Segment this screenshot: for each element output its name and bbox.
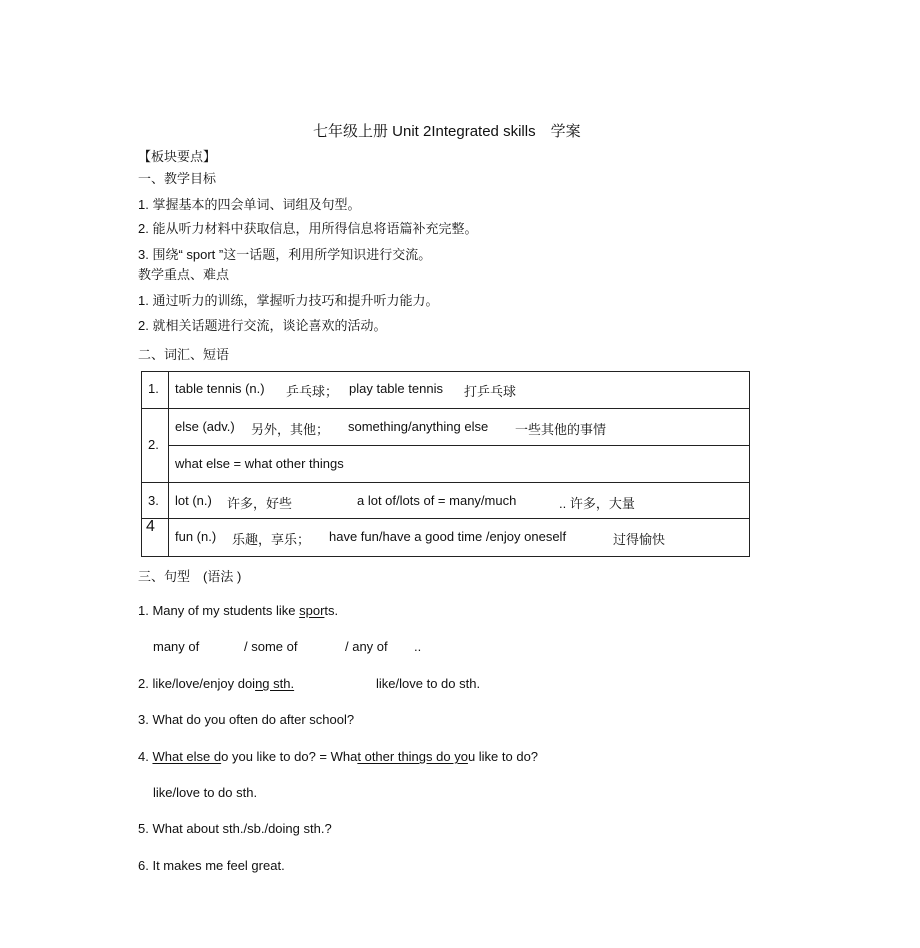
sentence: 3. What do you often do after school? [138,712,355,727]
vocab-term: else (adv.) [175,419,235,434]
vocab-term: fun (n.) [175,529,217,544]
page-title: 七年级上册 Unit 2Integrated skills 学案 [313,123,581,140]
vocab-phrase-meaning: 过得愉快 [613,532,666,547]
underlined-text: spor [299,603,325,618]
row-number: 4 [146,518,155,535]
goal-item: 1. 掌握基本的四会单词、词组及句型。 [138,197,361,212]
vocab-phrase: something/anything else [348,419,489,434]
section-heading: 【板块要点】 [138,149,217,164]
vocab-meaning: 另外，其他； [251,422,330,437]
table-divider [168,445,749,446]
sentence-text: 2. like/love/enjoy doi [138,676,256,691]
table-divider [168,372,169,556]
vocab-phrase-meaning: 打乒乓球 [464,384,517,399]
vocab-meaning: 乐趣，享乐； [232,532,311,547]
vocab-phrase-meaning: .. 许多，大量 [559,496,635,511]
goal-item: 3. 围绕“ sport ”这一话题，利用所学知识进行交流。 [138,247,432,262]
sentence-note: .. [414,639,422,654]
sentence-note: like/love to do sth. [153,785,258,800]
sentence: 6. It makes me feel great. [138,858,285,873]
vocab-meaning: 乒乓球； [286,384,339,399]
vocab-phrase-meaning: 一些其他的事情 [515,422,607,437]
goals-heading: 一、教学目标 [138,171,217,186]
underlined-text: t other things do yo [357,749,468,764]
goal-item: 2. 能从听力材料中获取信息，用所得信息将语篇补充完整。 [138,221,478,236]
row-number: 3. [148,493,159,508]
vocab-table [141,371,750,557]
sentence [138,676,294,691]
sentence-text: 1. Many of my students like [138,603,300,618]
focus-heading: 教学重点、难点 [138,267,230,282]
sentence [138,749,538,764]
sentence [138,603,338,618]
focus-item: 1. 通过听力的训练，掌握听力技巧和提升听力能力。 [138,293,439,308]
table-divider [142,482,749,483]
vocab-heading: 二、词汇、短语 [138,347,230,362]
vocab-phrase: play table tennis [349,381,443,396]
sentence-text: ts. [324,603,339,618]
sentence-alt: like/love to do sth. [376,676,481,691]
vocab-phrase: a lot of/lots of = many/much [357,493,517,508]
sentence-text: 4. [138,749,153,764]
vocab-phrase: have fun/have a good time /enjoy oneself [329,529,567,544]
sentence-text: u like to do? [467,749,539,764]
table-divider [142,518,749,519]
vocab-phrase: what else = what other things [175,456,344,471]
vocab-term: lot (n.) [175,493,212,508]
table-divider [142,408,749,409]
underlined-text: What else d [152,749,222,764]
vocab-term: table tennis (n.) [175,381,265,396]
sentence-note: / any of [345,639,388,654]
sentence-text: o you like to do? = Wha [221,749,358,764]
vocab-meaning: 许多，好些 [227,496,293,511]
grammar-heading: 三、句型 (语法 ) [138,569,242,584]
sentence: 5. What about sth./sb./doing sth.? [138,821,332,836]
underlined-text: ng sth. [255,676,295,691]
sentence-note: many of [153,639,200,654]
row-number: 2. [148,437,159,452]
focus-item: 2. 就相关话题进行交流，谈论喜欢的活动。 [138,318,387,333]
sentence-note: / some of [244,639,298,654]
row-number: 1. [148,381,159,396]
